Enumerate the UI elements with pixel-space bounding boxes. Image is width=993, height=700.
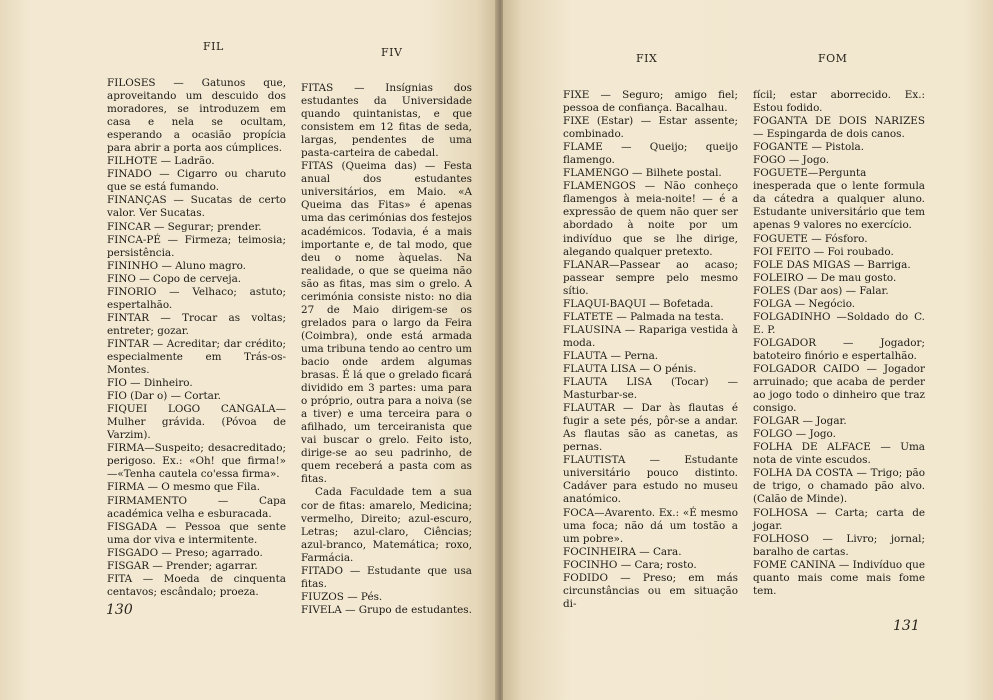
- dictionary-entry: FOGANTE — Pistola.: [753, 141, 865, 154]
- dictionary-entry: FLATETE — Palmada na testa.: [563, 310, 724, 323]
- dictionary-entry: fícil; estar aborrecido. Ex.: Estou fodido.: [753, 89, 925, 115]
- dictionary-entry: FOLHA DE ALFACE — Uma nota de vinte escudos.: [753, 441, 925, 467]
- dictionary-entry: FIUZOS — Pés.: [301, 590, 383, 603]
- dictionary-entry: FLAUTA — Perna.: [563, 349, 659, 362]
- left-page-running-head-right: FIV: [381, 46, 403, 59]
- dictionary-entry: FOLEIRO — De mau gosto.: [753, 271, 897, 284]
- dictionary-entry: FOLES (Dar aos) — Falar.: [753, 284, 889, 297]
- dictionary-entry: FINTAR — Acreditar; dar crédito; especialmente em Trás-os-Montes.: [107, 337, 286, 377]
- right-page-column-1: [563, 89, 738, 611]
- dictionary-entry: FOLGADOR — Jogador; batoteiro finório e espertalhão.: [753, 336, 925, 362]
- dictionary-entry: FOCINHEIRA — Cara.: [563, 545, 682, 558]
- dictionary-entry: FINADO — Cigarro ou charuto que se está fumando.: [107, 168, 286, 194]
- dictionary-entry: FINORIO — Velhaco; astuto; espertalhão.: [107, 285, 286, 311]
- left-page-column-1: [107, 77, 286, 599]
- dictionary-entry: FININHO — Aluno magro.: [107, 259, 246, 272]
- dictionary-entry: FOLGA — Negócio.: [753, 297, 856, 310]
- dictionary-entry: FOI FEITO — Foi roubado.: [753, 245, 894, 258]
- dictionary-entry: FIQUEI LOGO CANGALA—Mulher grávida. (Póvoa de Varzim).: [107, 403, 286, 442]
- dictionary-entry: FINO — Copo de cerveja.: [107, 272, 242, 285]
- dictionary-entry: FIXE (Estar) — Estar assente; combinado.: [563, 115, 738, 141]
- dictionary-entry: FIO (Dar o) — Cortar.: [107, 390, 221, 403]
- dictionary-entry: FLAUTISTA — Estudante universitário pouco distinto. Cadáver para estudo no museu anatómico.: [563, 454, 738, 506]
- dictionary-entry: FILHOTE — Ladrão.: [107, 155, 215, 168]
- dictionary-entry: FLAUSINA — Rapariga vestida à moda.: [563, 323, 738, 349]
- dictionary-entry: FOLGADOR CAIDO — Jogador arruinado; que acaba de perder ao jogo todo o dinheiro que traz consigo.: [753, 362, 925, 415]
- dictionary-entry: FLAME — Queijo; queijo flamengo.: [563, 141, 738, 167]
- dictionary-entry: FILOSES — Gatunos que, aproveitando um descuido dos moradores, se introduzem em casa e nela se ocultam, esperando a ocasião propícia para abrir a porta aos cúmplices.: [107, 77, 286, 155]
- dictionary-entry: FINCA-PÉ — Firmeza; teimosia; persistência.: [107, 233, 286, 259]
- dictionary-entry: FIO — Dinheiro.: [107, 377, 193, 390]
- dictionary-entry: FLAUTA LISA (Tocar) — Masturbar-se.: [563, 376, 738, 402]
- left-page-column-2: [301, 82, 472, 617]
- right-page-running-head-right: FOM: [818, 52, 848, 65]
- dictionary-entry: FOLGADINHO —Soldado do C. E. P.: [753, 310, 925, 336]
- dictionary-entry: FLAUTA LISA — O pénis.: [563, 362, 697, 375]
- dictionary-entry: FOLGAR — Jogar.: [753, 415, 847, 428]
- dictionary-entry: FITA — Moeda de cinquenta centavos; escândalo; proeza.: [107, 572, 286, 598]
- dictionary-entry: FOLGO — Jogo.: [753, 428, 836, 441]
- dictionary-entry: FOLE DAS MIGAS — Barriga.: [753, 258, 911, 271]
- dictionary-entry: FLANAR—Passear ao acaso; passear sempre pelo mesmo sítio.: [563, 258, 738, 297]
- dictionary-entry: FOLHA DA COSTA — Trigo; pão de trigo, o chamado pão alvo. (Calão de Minde).: [753, 467, 925, 506]
- dictionary-entry: FOCA—Avarento. Ex.: «É mesmo uma foca; não dá um tostão a um pobre».: [563, 506, 738, 545]
- dictionary-entry: FOGUETE—Pergunta inesperada que o lente formula da cátedra a qualquer aluno. Estudante universitário que tem apenas 9 valores no exercício.: [753, 167, 925, 232]
- dictionary-entry: FITAS (Queima das) — Festa anual dos estudantes universitários, em Maio. «A Queima das Fitas» é apenas uma das cerimónias dos festejos académicos. Todavia, é a mais importante e, de tal modo, que deu o nome àquelas. Na realidade, o que se queima não são as fitas, mas sim o grelo. A cerimónia consiste nisto: no dia 27 de Maio dirigem-se os grelados para o largo da Feira (Coimbra), onde está armada uma tribuna tendo ao centro um bacio onde ardem algumas brasas. É lá que o grelado ficará dividido em 3 partes: uma para o próprio, outra para a noiva (se a tiver) e uma terceira para o afilhado, um terceiranista que vai buscar o grelo. Feito isto, dirige-se ao seu padrinho, de quem receberá a pasta com as fitas.: [301, 160, 472, 486]
- dictionary-entry: FINANÇAS — Sucatas de certo valor. Ver Sucatas.: [107, 194, 286, 220]
- right-page-number: 131: [893, 618, 920, 634]
- dictionary-entry: FOLHOSO — Livro; jornal; baralho de cartas.: [753, 532, 925, 558]
- dictionary-entry: FOLHOSA — Carta; carta de jogar.: [753, 506, 925, 532]
- dictionary-entry: FLAQUI-BAQUI — Bofetada.: [563, 297, 714, 310]
- dictionary-entry: FLAUTAR — Dar às flautas é fugir a sete pés, pôr-se a andar. As flautas são as canetas, as pernas.: [563, 402, 738, 454]
- dictionary-entry: FOME CANINA — Indivíduo que quanto mais come mais fome tem.: [753, 558, 925, 597]
- dictionary-entry: FOGO — Jogo.: [753, 154, 829, 167]
- left-page-running-head-left: FIL: [203, 40, 224, 53]
- dictionary-entry: FINTAR — Trocar as voltas; entreter; gozar.: [107, 311, 286, 337]
- right-page-running-head-left: FIX: [636, 52, 658, 65]
- dictionary-entry: FLAMENGOS — Não conheço flamengos à meia-noite! — é a expressão de quem não quer ser abordado à noite por um indivíduo que se lhe dirige, alegando qualquer pretexto.: [563, 180, 738, 258]
- dictionary-entry: FIRMAMENTO — Capa académica velha e esburacada.: [107, 494, 286, 520]
- dictionary-entry: FLAMENGO — Bilhete postal.: [563, 167, 722, 180]
- right-page-column-2: [753, 89, 925, 598]
- dictionary-entry: FIVELA — Grupo de estudantes.: [301, 603, 472, 616]
- dictionary-entry: FOCINHO — Cara; rosto.: [563, 558, 697, 571]
- dictionary-entry: FOGANTA DE DOIS NARIZES — Espingarda de dois canos.: [753, 115, 925, 141]
- dictionary-entry: FINCAR — Segurar; prender.: [107, 220, 262, 233]
- right-page: [503, 0, 993, 700]
- dictionary-entry: FOGUETE — Fósforo.: [753, 232, 868, 245]
- dictionary-entry: FISGADO — Preso; agarrado.: [107, 546, 263, 559]
- dictionary-entry: FITADO — Estudante que usa fitas.: [301, 564, 472, 590]
- left-page-number: 130: [106, 602, 133, 618]
- dictionary-entry: FIRMA—Suspeito; desacreditado; perigoso. Ex.: «Oh! que firma!» —«Tenha cautela co'essa firma».: [107, 442, 286, 481]
- dictionary-entry: FIXE — Seguro; amigo fiel; pessoa de confiança. Bacalhau.: [563, 89, 738, 115]
- dictionary-entry: Cada Faculdade tem a sua cor de fitas: amarelo, Medicina; vermelho, Direito; azul-escuro, Letras; azul-claro, Ciências; azul-branco, Matemática; roxo, Farmácia.: [301, 486, 472, 564]
- dictionary-entry: FIRMA — O mesmo que Fila.: [107, 481, 260, 494]
- dictionary-entry: FODIDO — Preso; em más circunstâncias ou em situação di-: [563, 571, 738, 610]
- dictionary-entry: FITAS — Insígnias dos estudantes da Universidade quando quintanistas, e que consistem em 12 fitas de seda, largas, pendentes de uma pasta-carteira de cabedal.: [301, 82, 472, 160]
- dictionary-entry: FISGAR — Prender; agarrar.: [107, 559, 258, 572]
- dictionary-entry: FISGADA — Pessoa que sente uma dor viva e intermitente.: [107, 520, 286, 546]
